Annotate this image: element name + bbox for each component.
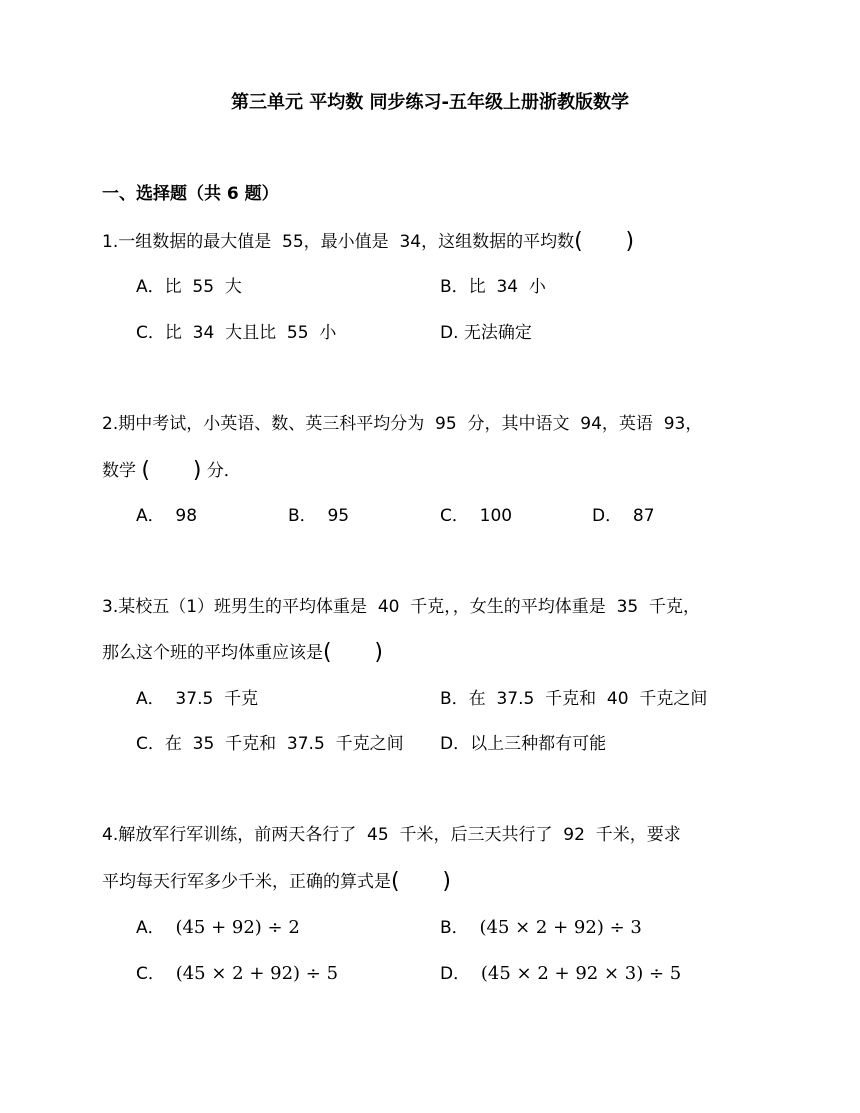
question-3-option-b[interactable]: B．在 37.5 千克和 40 千克之间	[440, 689, 708, 709]
question-3-text-line-1: 3.某校五（1）班男生的平均体重是 40 千克，，女生的平均体重是 35 千克，	[102, 597, 701, 617]
formula-a: (45 + 92) ÷ 2	[175, 917, 300, 938]
question-2-option-c[interactable]: C． 100	[440, 506, 513, 526]
formula-c: (45 × 2 + 92) ÷ 5	[175, 963, 339, 984]
question-3-option-d[interactable]: D．以上三种都有可能	[440, 734, 607, 754]
question-4-option-b[interactable]: B． (45 × 2 + 92) ÷ 3	[440, 917, 642, 938]
question-2-text-line-1: 2.期中考试，小英语、数、英三科平均分为 95 分，其中语文 94，英语 93，	[102, 414, 703, 434]
question-1-text: 1.一组数据的最大值是 55，最小值是 34，这组数据的平均数	[102, 232, 575, 252]
question-3-option-c[interactable]: C．在 35 千克和 37.5 千克之间	[136, 734, 404, 754]
question-2-option-b[interactable]: B． 95	[288, 506, 350, 526]
formula-d: (45 × 2 + 92 × 3) ÷ 5	[480, 963, 682, 984]
answer-blank: ( )	[141, 458, 202, 483]
answer-blank: ( )	[574, 229, 635, 254]
question-4-stem-line-2: 平均每天行军多少千米，正确的算式是( )	[102, 869, 451, 894]
question-1-option-a[interactable]: A．比 55 大	[136, 277, 242, 297]
answer-blank: ( )	[391, 869, 451, 894]
question-1-option-c[interactable]: C．比 34 大且比 55 小	[136, 323, 337, 343]
question-4-text-line-1: 4.解放军行军训练，前两天各行了 45 千米，后三天共行了 92 千米，要求	[102, 825, 681, 845]
question-4-option-c[interactable]: C． (45 × 2 + 92) ÷ 5	[136, 963, 339, 984]
question-2-option-d[interactable]: D． 87	[592, 506, 655, 526]
question-1-stem	[102, 229, 634, 255]
question-3-stem-line-2: 那么这个班的平均体重应该是( )	[102, 640, 383, 665]
answer-blank: ( )	[323, 640, 383, 665]
question-4-option-a[interactable]: A． (45 + 92) ÷ 2	[136, 917, 300, 938]
question-1-option-b[interactable]: B．比 34 小	[440, 277, 546, 297]
question-4-option-d[interactable]: D． (45 × 2 + 92 × 3) ÷ 5	[440, 963, 682, 984]
question-2-option-a[interactable]: A． 98	[136, 506, 198, 526]
page-title: 第三单元 平均数 同步练习-五年级上册浙教版数学	[230, 92, 629, 113]
question-1-option-d[interactable]: D. 无法确定	[440, 323, 532, 343]
formula-b: (45 × 2 + 92) ÷ 3	[479, 917, 642, 938]
question-2-stem-line-2: 数学 ( ) 分．	[102, 458, 241, 483]
section-heading: 一、选择题（共 6 题）	[102, 184, 279, 204]
question-3-option-a[interactable]: A． 37.5 千克	[136, 689, 259, 709]
